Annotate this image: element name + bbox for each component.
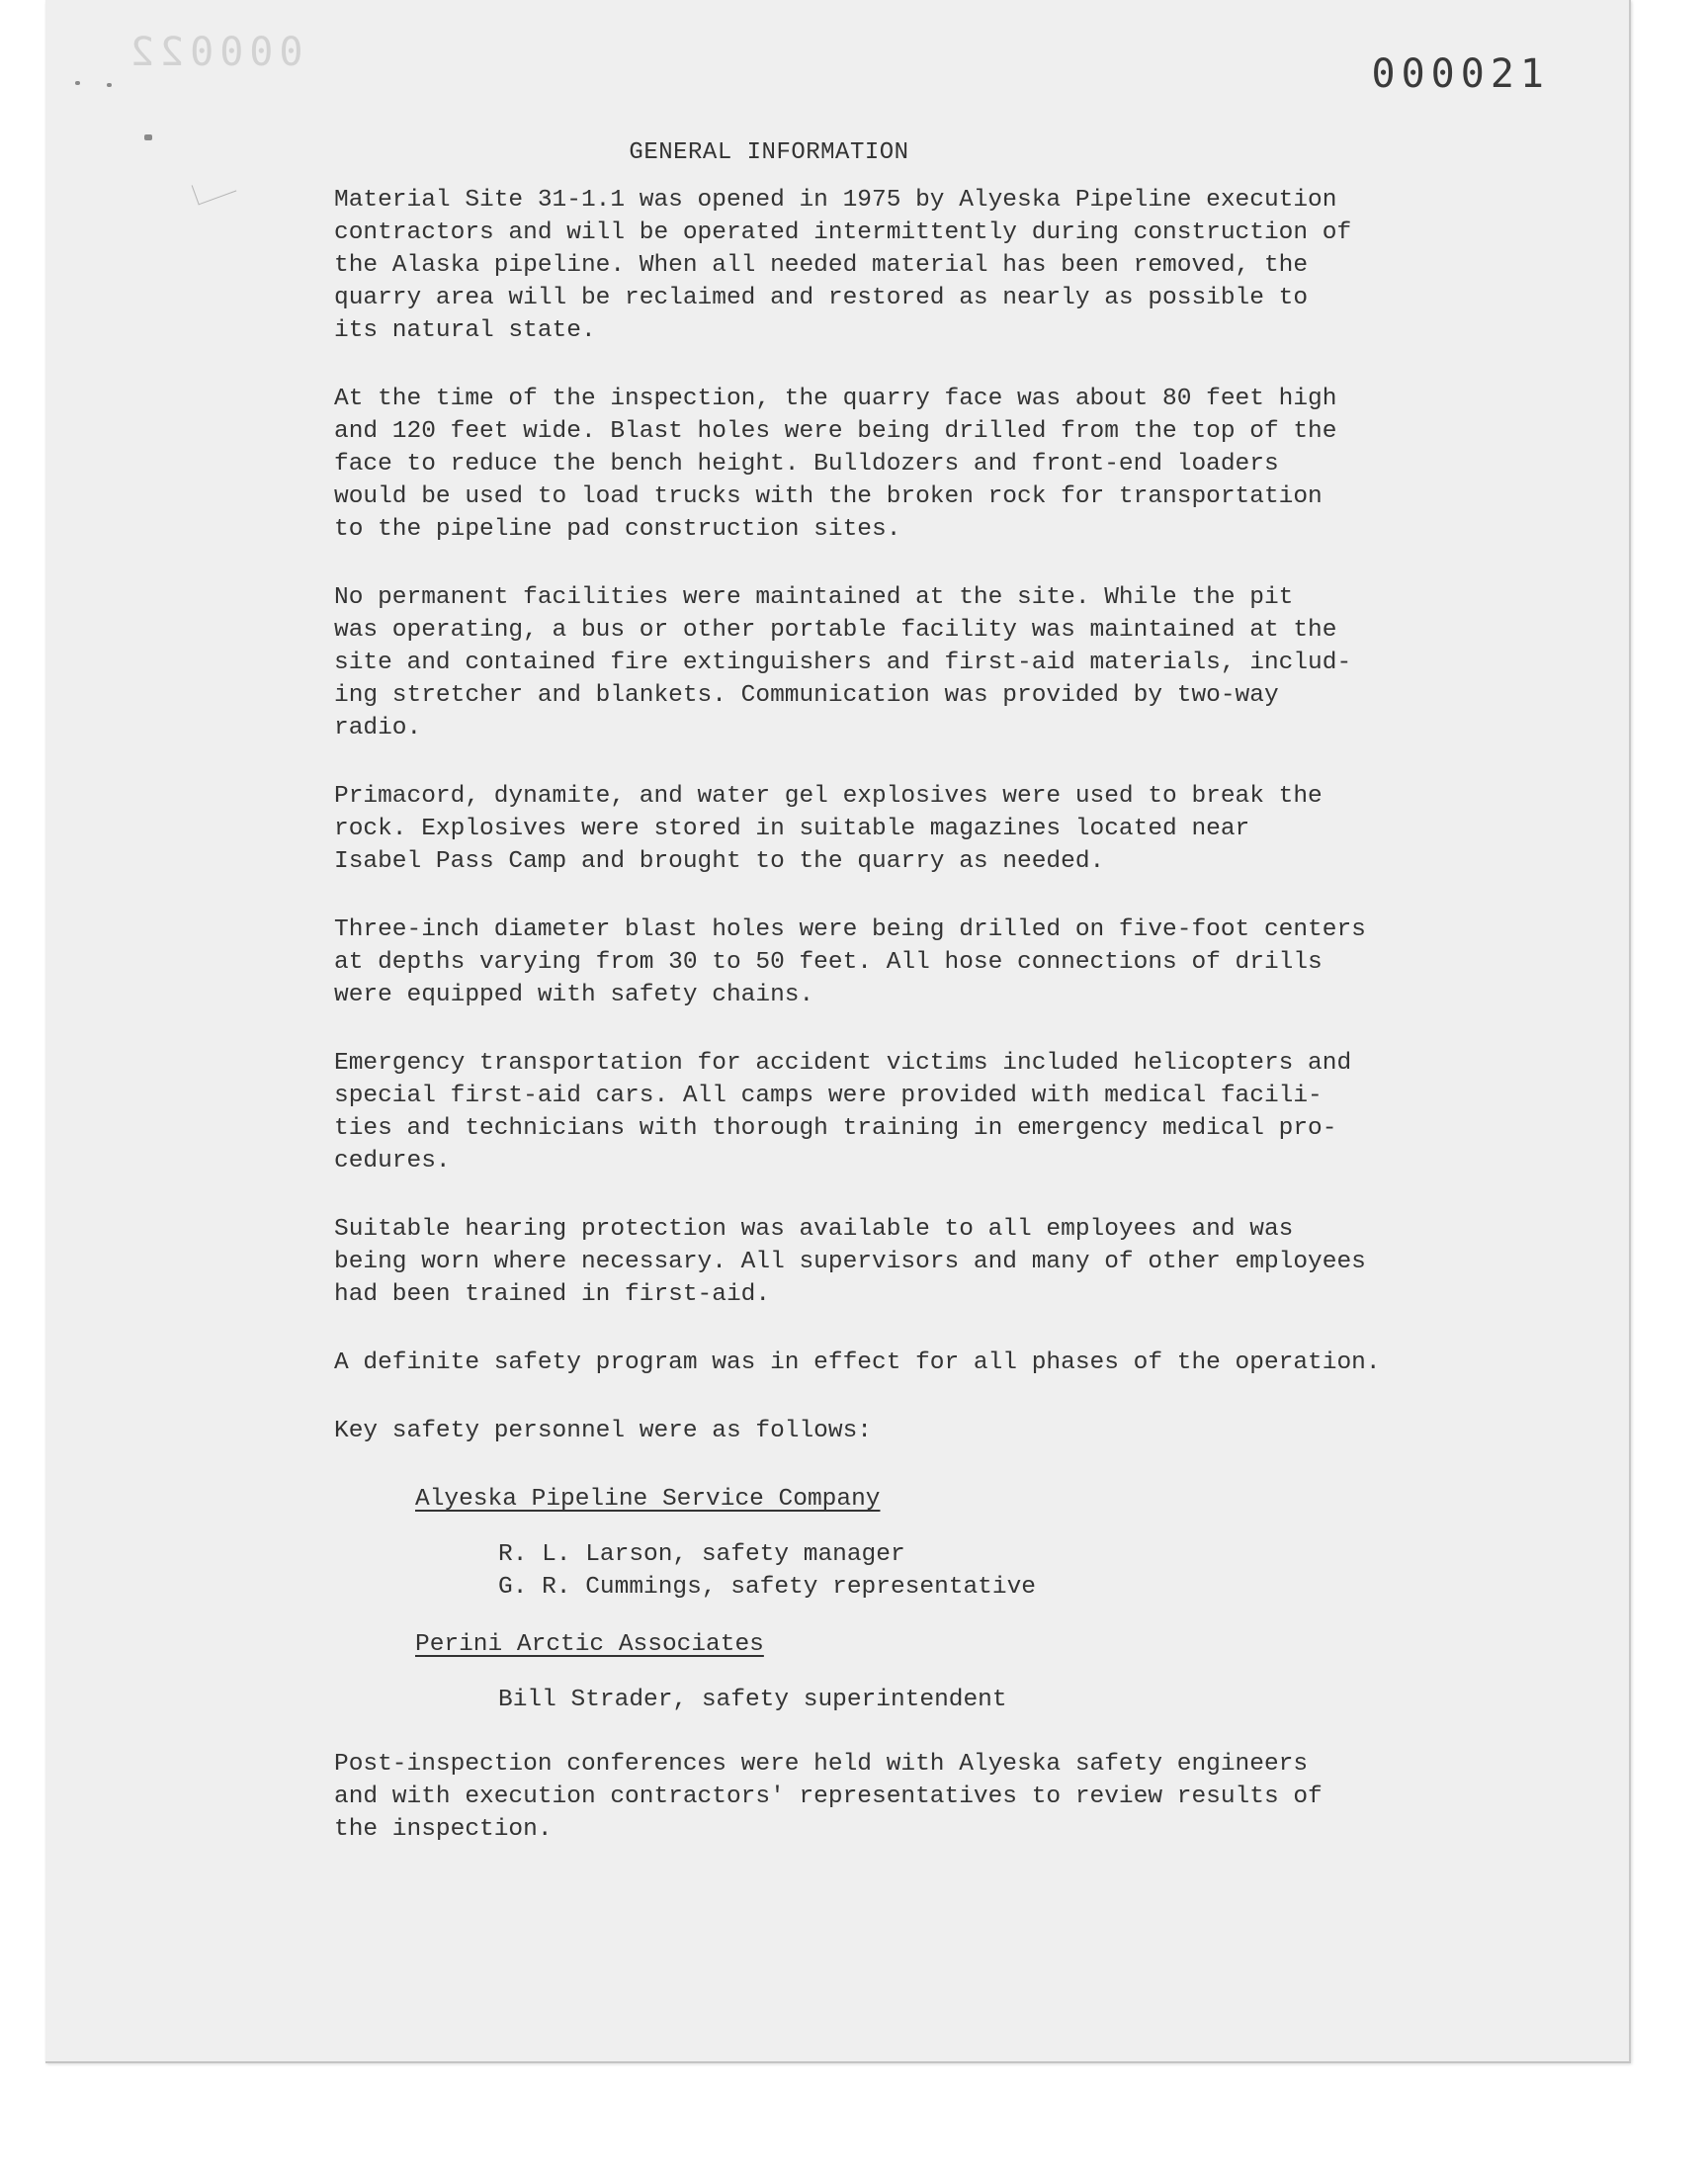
scan-mark bbox=[107, 83, 112, 87]
paragraph: Primacord, dynamite, and water gel explosives were used to break the rock. Explosives were stored in suitable magazines located near Isabel Pass Camp and brought to the quarry as needed. bbox=[334, 783, 1323, 875]
personnel-list bbox=[334, 1538, 1580, 1604]
paragraph: Suitable hearing protection was available to all employees and was being worn where necessary. All supervisors and many of other employees had been trained in first-aid. bbox=[334, 1216, 1366, 1308]
paragraph: Key safety personnel were as follows: bbox=[334, 1418, 872, 1444]
scan-mark bbox=[75, 81, 80, 85]
company-heading: Alyeska Pipeline Service Company bbox=[415, 1486, 881, 1513]
paragraph: Emergency transportation for accident victims included helicopters and special first-aid cars. All camps were provided with medical facili- ties and technicians with thorough training in emergency medical pro- cedures. bbox=[334, 1050, 1352, 1174]
document-page bbox=[45, 0, 1631, 2063]
closing-paragraph: Post-inspection conferences were held with Alyeska safety engineers and with execution contractors' representatives to review results of the inspection. bbox=[334, 1751, 1323, 1843]
personnel-entry: G. R. Cummings, safety representative bbox=[498, 1574, 1036, 1601]
company-heading: Perini Arctic Associates bbox=[415, 1631, 764, 1658]
page-number: 000021 bbox=[1371, 51, 1550, 97]
personnel-section bbox=[334, 1483, 1580, 1716]
scan-mark-tick bbox=[192, 172, 237, 206]
scan-mark bbox=[144, 134, 152, 140]
personnel-entry: R. L. Larson, safety manager bbox=[498, 1541, 905, 1568]
paragraph: At the time of the inspection, the quarry face was about 80 feet high and 120 feet wide. Blast holes were being drilled from the top of the face to reduce the bench height. Bulldozers and front-end loaders would be used to load trucks with the broken rock for transportation to the pipeline pad construction sites. bbox=[334, 386, 1337, 543]
bleed-through-page-number: 000022 bbox=[125, 30, 303, 75]
paragraph: Material Site 31-1.1 was opened in 1975 by Alyeska Pipeline execution contractors and will be operated intermittently during construction of the Alaska pipeline. When all needed material has been removed, the quarry area will be reclaimed and restored as nearly as possible to its natural state. bbox=[334, 187, 1352, 344]
personnel-list bbox=[334, 1684, 1580, 1716]
paragraph: Three-inch diameter blast holes were being drilled on five-foot centers at depths varying from 30 to 50 feet. All hose connections of drills were equipped with safety chains. bbox=[334, 916, 1366, 1008]
personnel-entry: Bill Strader, safety superintendent bbox=[498, 1687, 1007, 1713]
page-title: GENERAL INFORMATION bbox=[629, 139, 909, 166]
paragraph: A definite safety program was in effect for all phases of the operation. bbox=[334, 1349, 1381, 1376]
paragraph: No permanent facilities were maintained at the site. While the pit was operating, a bus or other portable facility was maintained at the site and contained fire extinguishers and first-aid materials, includ- ing stretcher and blankets. Communication was provided by two-way radio. bbox=[334, 584, 1352, 741]
document-body bbox=[334, 136, 1580, 1881]
